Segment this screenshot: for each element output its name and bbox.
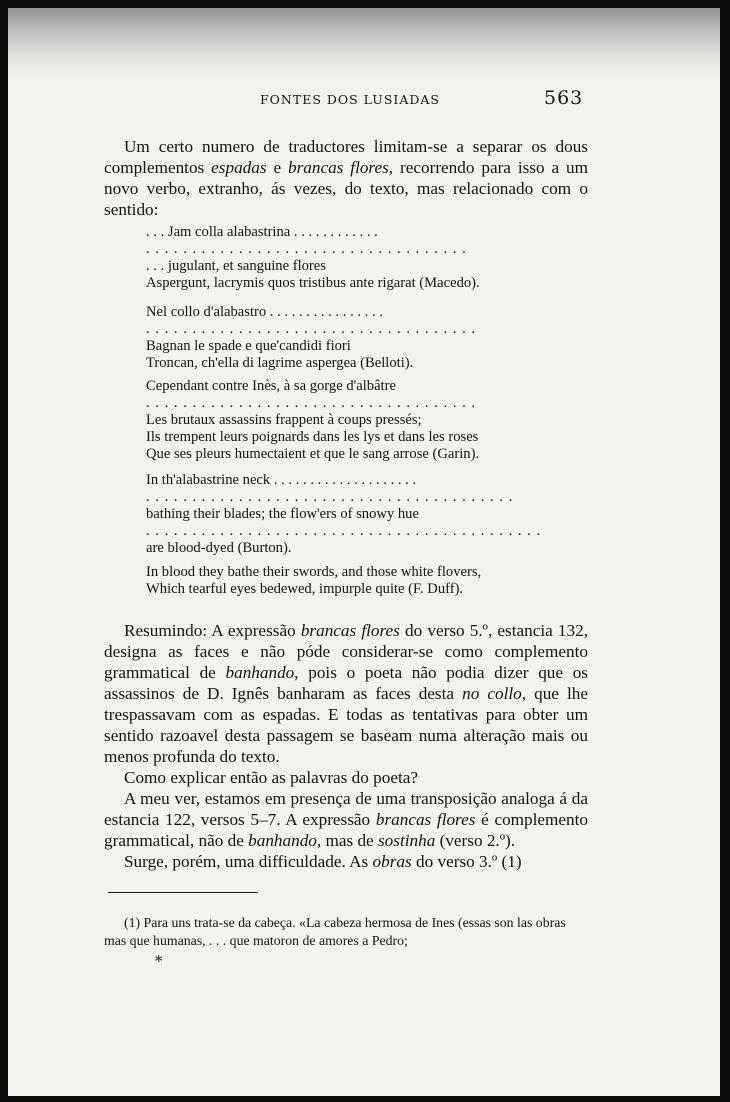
summary-paragraph [104,620,588,767]
intro-text: recorrendo para isso a um novo verbo, extranho, ás vezes, do texto, mas relacionado com o sentido: [104,158,588,219]
verse-line: bathing their blades; the flow'ers of snowy hue [146,506,419,522]
verse-line: Les brutaux assassins frappent à coups pressés; [146,412,422,428]
summary-emphasis: no collo, [462,684,527,703]
verse-line: Nel collo d'alabastro . . . . . . . . . . . . . . . . [146,304,383,320]
opinion-text: A meu ver, estamos em presença de uma transposição analoga á da estancia 122, versos 5–7. A expressão [104,789,588,829]
ellipsis-line: . . . . . . . . . . . . . . . . . . . . . . . . . . . . . . . . . . . [146,241,467,257]
verse-line: Cependant contre Inès, à sa gorge d'albâtre [146,378,396,394]
verse-line: Que ses pleurs humectaient et que le sang arrose (Garin). [146,446,480,462]
intro-text: e [266,158,288,177]
intro-text: Um certo numero de traductores limitam-se a separar os dous complementos [104,137,588,177]
intro-emphasis: espadas [211,158,267,177]
summary-text: que lhe trespassavam com as espadas. E todas as tentativas para obter um sentido razoavel desta passagem se baseam numa alteração mais ou menos profunda do texto. [104,684,588,766]
opinion-emphasis: brancas flores [375,810,476,829]
verse-line: Bagnan le spade e que'candidi fiori [146,338,351,354]
ellipsis-line: . . . . . . . . . . . . . . . . . . . . . . . . . . . . . . . . . . . . . . . . . . . [146,523,542,539]
opinion-text: mas de [321,831,378,850]
opinion-text: (verso 2.º). [435,831,516,850]
summary-emphasis: brancas flores [300,621,400,640]
verse-line: are blood-dyed (Burton). [146,540,292,556]
book-page [8,8,720,1096]
ellipsis-line: . . . . . . . . . . . . . . . . . . . . . . . . . . . . . . . . . . . . [146,395,477,411]
verse-line: Troncan, ch'ella di lagrime aspergea (Belloti). [146,355,414,371]
verse-line: . . . Jam colla alabastrina . . . . . . . . . . . . [146,224,378,240]
opinion-text: é complemento grammatical, não de [104,810,588,850]
verse-line: Ils trempent leurs poignards dans les lys et dans les roses [146,429,479,445]
verse-line: In th'alabastrine neck . . . . . . . . . . . . . . . . . . . . [146,472,417,488]
opinion-emphasis: banhando, [248,831,322,850]
verse-line: In blood they bathe their swords, and those white flovers, [146,564,482,580]
intro-paragraph [104,136,588,220]
verse-line: Which tearful eyes bedewed, impurple quite (F. Duff). [146,581,464,597]
quote-garin [146,378,586,463]
running-title: FONTES DOS LUSIADAS [260,92,440,107]
question-paragraph: Como explicar então as palavras do poeta? [124,768,418,787]
footnote [104,914,588,950]
opinion-emphasis: sostinha [377,831,436,850]
scan-shadow [8,8,720,78]
summary-section [104,620,588,872]
opinion-paragraph [104,788,588,851]
difficulty-text: Surge, porém, uma difficuldade. As [124,852,373,871]
difficulty-text: do verso 3.º (1) [411,852,522,871]
summary-text: Resumindo: A expressão [124,621,301,640]
difficulty-emphasis: obras [372,852,412,871]
difficulty-paragraph [104,851,588,872]
quote-belloti [146,304,586,372]
footnote-text: (1) Para uns trata-se da cabeça. «La cabeza hermosa de Ines (essas son las obras mas que humanas, . . . que matoron de amores a Pedro; [104,915,566,948]
signature-mark: * [155,952,163,970]
page-number: 563 [544,87,584,109]
ellipsis-line: . . . . . . . . . . . . . . . . . . . . . . . . . . . . . . . . . . . . . . . . [146,489,514,505]
summary-text: pois o poeta não podia dizer que os assassinos de D. Ignês banharam as faces desta [104,663,588,703]
summary-emphasis: banhando, [225,663,299,682]
intro-emphasis: brancas flores, [288,158,394,177]
quote-burton [146,472,586,557]
verse-line: Aspergunt, lacrymis quos tristibus ante rigarat (Macedo). [146,275,480,291]
quote-macedo [146,224,586,292]
quote-duff [146,564,586,598]
footnote-rule [108,892,258,893]
verse-line: . . . jugulant, et sanguine flores [146,258,326,274]
ellipsis-line: . . . . . . . . . . . . . . . . . . . . . . . . . . . . . . . . . . . . [146,321,477,337]
summary-text: do verso 5.º, estancia 132, designa as faces e não póde considerar-se como complemento grammatical de [104,621,588,682]
